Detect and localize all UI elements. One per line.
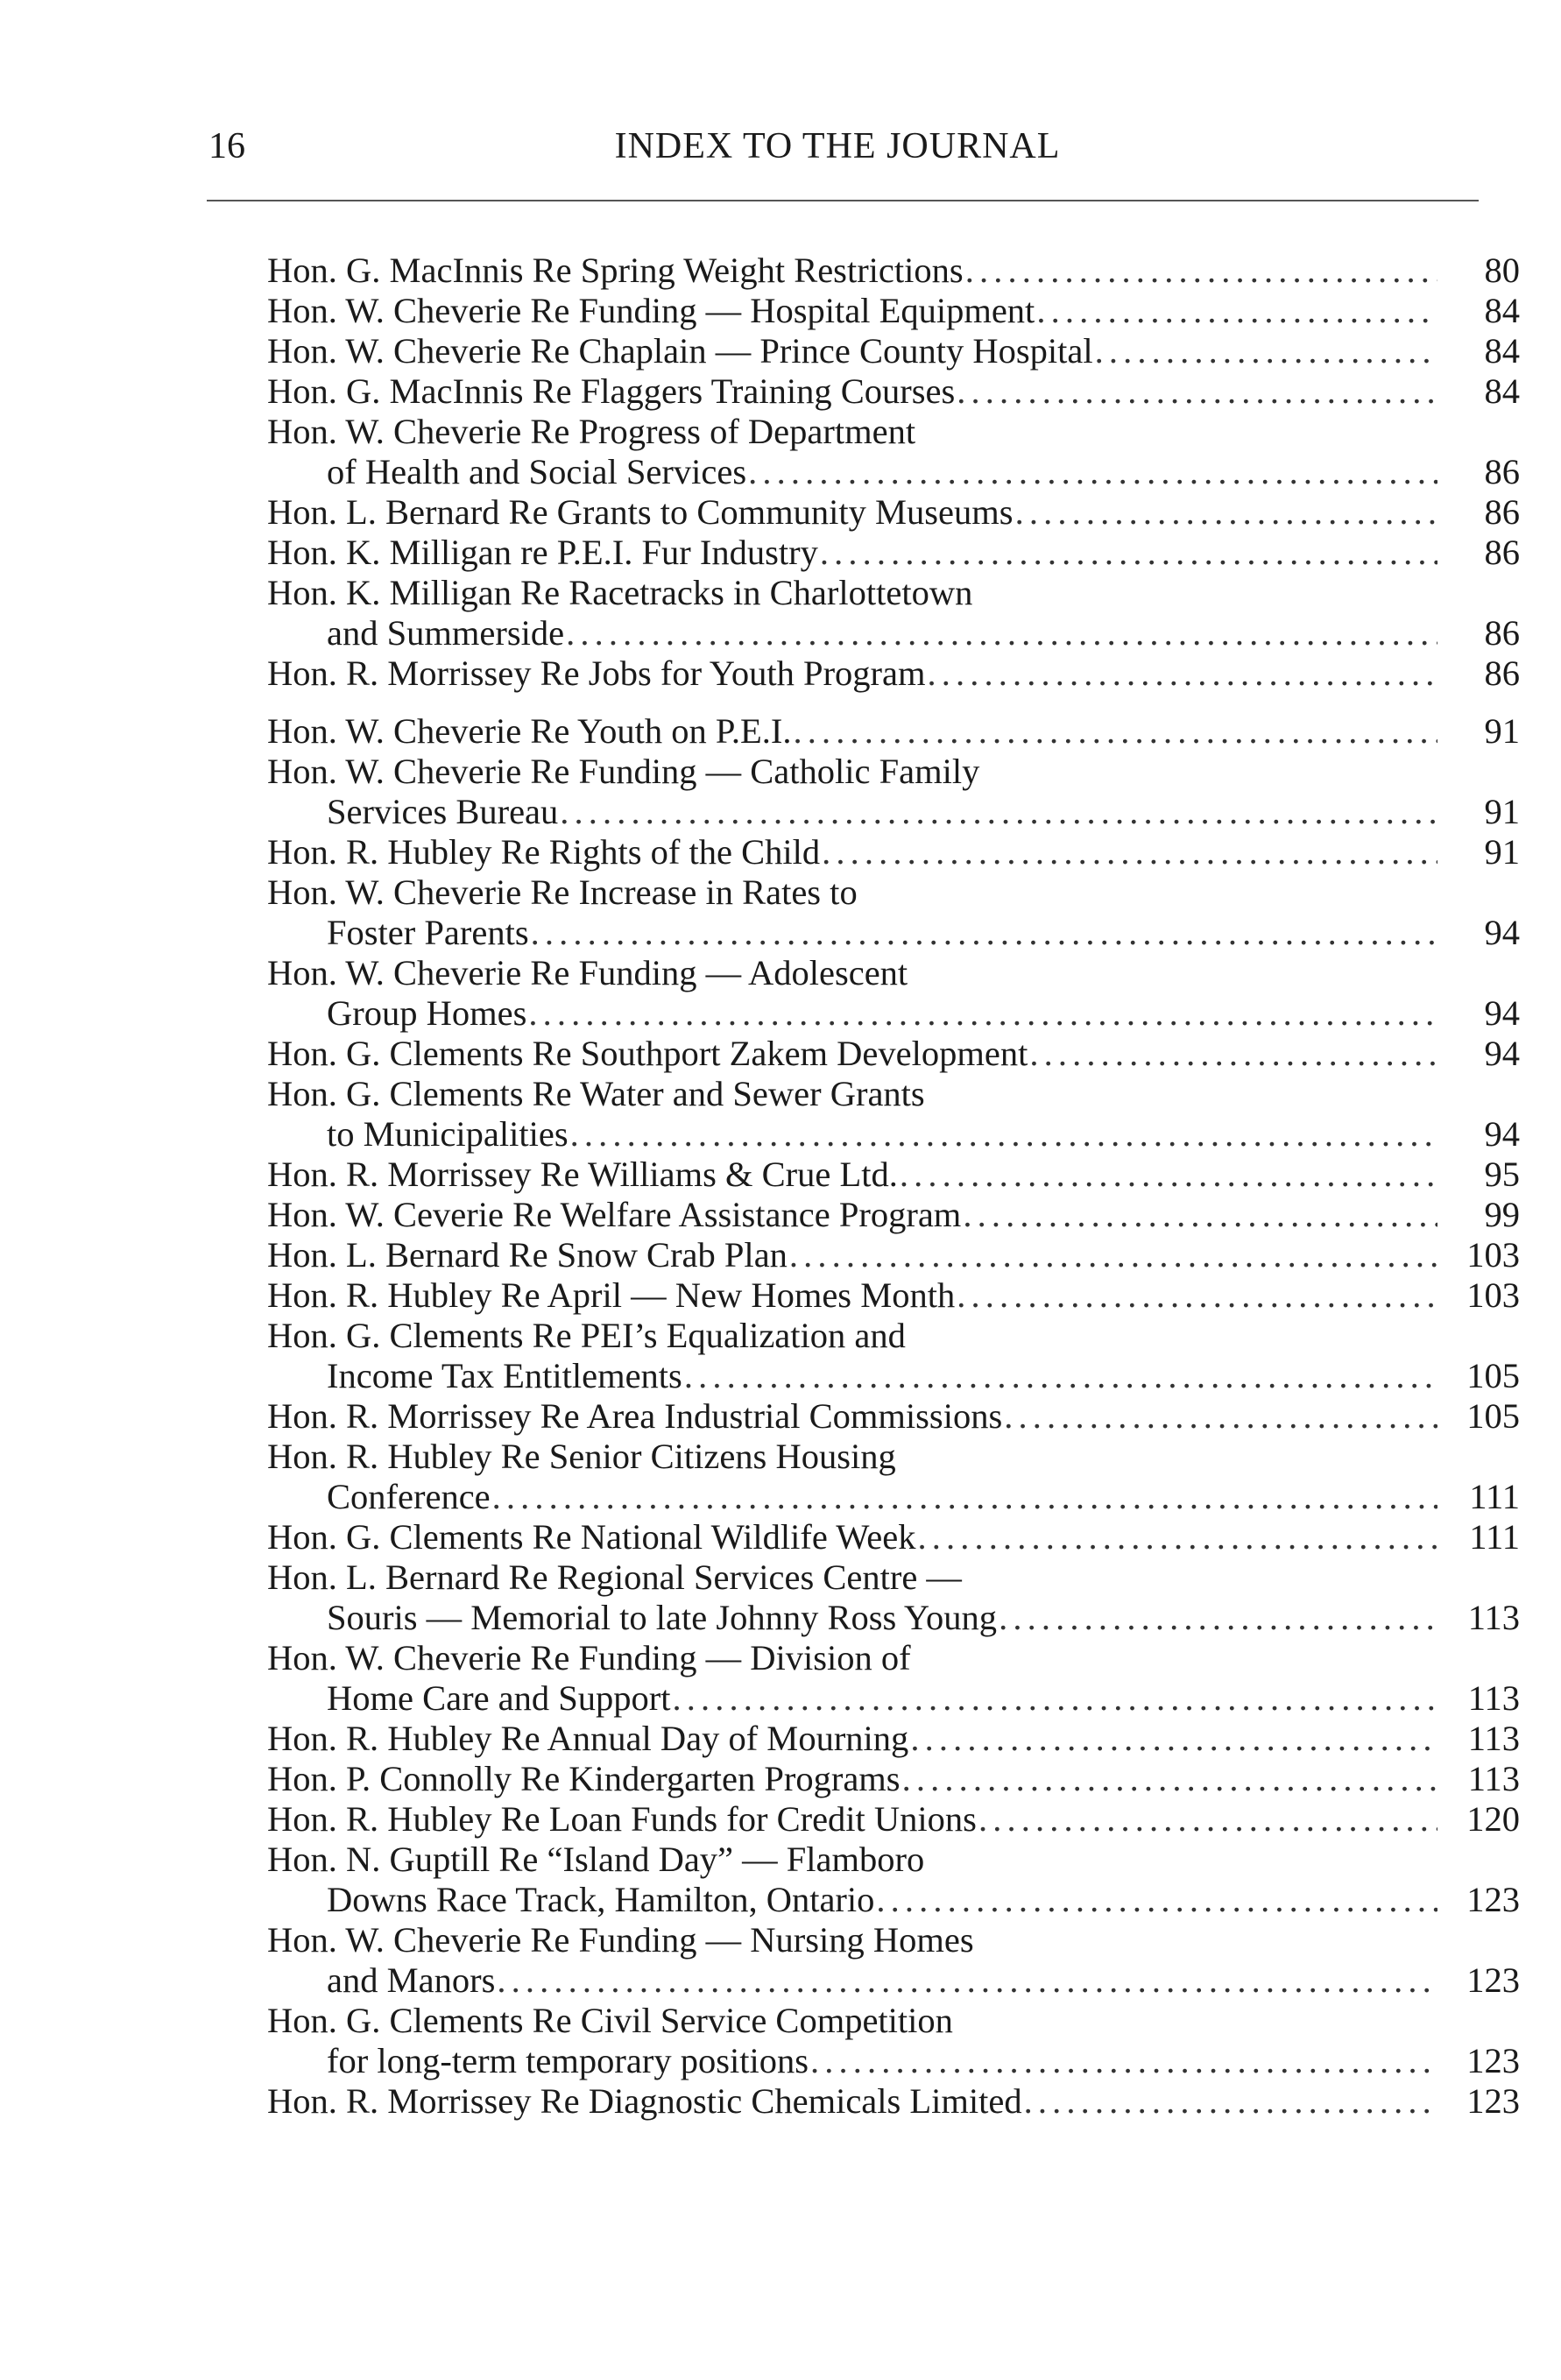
entry-continuation-line: [267, 1960, 1520, 2001]
page-reference: 111: [1469, 1477, 1520, 1516]
entry-text: Hon. W. Cheverie Re Funding — Adolescent: [267, 953, 908, 992]
page-reference: 103: [1466, 1235, 1520, 1275]
page-number: 16: [208, 126, 245, 166]
entry-text: Services Bureau: [327, 792, 559, 831]
page-reference: 95: [1484, 1155, 1520, 1194]
entry-line: [267, 533, 1520, 573]
entry-text: Hon. W. Cheverie Re Funding — Division of: [267, 1638, 911, 1677]
entry-text: Hon. R. Hubley Re Rights of the Child: [267, 832, 821, 872]
entry-text: Hon. G. Clements Re Water and Sewer Grants: [267, 1074, 925, 1113]
index-entry: [267, 1275, 1520, 1316]
entry-line: [267, 1759, 1520, 1799]
entry-text: Hon. K. Milligan Re Racetracks in Charlottetown: [267, 573, 973, 612]
entry-text: Hon. P. Connolly Re Kindergarten Programs: [267, 1759, 901, 1798]
dot-leader: [566, 613, 1437, 653]
entry-text: Group Homes: [327, 993, 527, 1033]
entry-continuation-line: [267, 1114, 1520, 1155]
entry-text: Foster Parents: [327, 913, 529, 952]
entry-text: Income Tax Entitlements: [327, 1356, 682, 1395]
dot-leader: [1029, 1034, 1437, 1074]
page-reference: 94: [1484, 993, 1520, 1033]
page-reference: 113: [1467, 1759, 1520, 1798]
page-reference: 94: [1484, 1114, 1520, 1154]
page-reference: 91: [1484, 832, 1520, 872]
entry-text: and Manors: [327, 1960, 496, 2000]
entry-text: Hon. L. Bernard Re Grants to Community Museums: [267, 492, 1014, 532]
entry-text: Home Care and Support: [327, 1678, 671, 1718]
dot-leader: [999, 1598, 1437, 1638]
dot-leader: [1095, 331, 1437, 371]
index-entry: [267, 412, 1520, 492]
entry-text: Hon. W. Cheverie Re Youth on P.E.I.: [267, 711, 792, 751]
entry-text: Souris — Memorial to late Johnny Ross Young: [327, 1598, 998, 1637]
dot-leader: [531, 913, 1437, 953]
page-reference: 84: [1484, 371, 1520, 411]
index-entry: [267, 1235, 1520, 1275]
dot-leader: [684, 1356, 1437, 1396]
dot-leader: [1004, 1396, 1437, 1437]
dot-leader: [497, 1960, 1437, 2001]
index-entry: [267, 872, 1520, 953]
entry-continuation-line: [267, 993, 1520, 1034]
entry-text: Hon. L. Bernard Re Snow Crab Plan: [267, 1235, 788, 1275]
entry-line: [267, 1517, 1520, 1557]
entry-continuation-line: [267, 1477, 1520, 1517]
index-entry: [267, 331, 1520, 371]
entry-line: [267, 1557, 1520, 1598]
page-reference: 86: [1484, 613, 1520, 653]
entry-continuation-line: [267, 452, 1520, 492]
entry-line: [267, 2081, 1520, 2122]
entry-line: [267, 1155, 1520, 1195]
index-entry: [267, 371, 1520, 412]
entry-text: Hon. G. Clements Re PEI’s Equalization and: [267, 1316, 906, 1355]
entry-text: of Health and Social Services: [327, 452, 747, 491]
entry-line: [267, 1799, 1520, 1840]
index-entry: [267, 291, 1520, 331]
entry-text: Hon. G. Clements Re Southport Zakem Development: [267, 1034, 1028, 1073]
index-entry: [267, 711, 1520, 752]
dot-leader: [1024, 2081, 1437, 2122]
entry-continuation-line: [267, 1356, 1520, 1396]
entry-line: [267, 371, 1520, 412]
entry-continuation-line: [267, 1678, 1520, 1719]
index-entry: [267, 1155, 1520, 1195]
dot-leader: [902, 1759, 1437, 1799]
page-reference: 91: [1484, 792, 1520, 831]
page-reference: 94: [1484, 1034, 1520, 1073]
page-reference: 123: [1466, 1880, 1520, 1919]
entry-line: [267, 711, 1520, 752]
page-reference: 123: [1466, 1960, 1520, 2000]
running-head: INDEX TO THE JOURNAL: [614, 126, 1061, 166]
entry-text: for long-term temporary positions: [327, 2041, 809, 2080]
entry-continuation-line: [267, 1880, 1520, 1920]
index-entry: [267, 1396, 1520, 1437]
index-entry: [267, 1920, 1520, 2001]
index-entry: [267, 752, 1520, 832]
entry-line: [267, 953, 1520, 993]
page-reference: 111: [1469, 1517, 1520, 1557]
dot-leader: [963, 1195, 1437, 1235]
entry-text: Hon. G. MacInnis Re Spring Weight Restrictions: [267, 251, 964, 290]
index-entry: [267, 1517, 1520, 1557]
dot-leader: [560, 792, 1437, 832]
entry-line: [267, 653, 1520, 694]
entry-text: Hon. W. Cheverie Re Funding — Catholic Family: [267, 752, 980, 791]
dot-leader: [900, 1155, 1437, 1195]
entry-line: [267, 412, 1520, 452]
entry-text: Hon. R. Morrissey Re Diagnostic Chemicals Limited: [267, 2081, 1022, 2121]
entry-line: [267, 251, 1520, 291]
page-reference: 123: [1466, 2041, 1520, 2080]
entry-text: Hon. G. Clements Re Civil Service Competition: [267, 2001, 953, 2040]
index-entry: [267, 1557, 1520, 1638]
page-reference: 113: [1467, 1719, 1520, 1758]
page-reference: 91: [1484, 711, 1520, 751]
page-reference: 113: [1467, 1598, 1520, 1637]
entry-line: [267, 1074, 1520, 1114]
index-entry: [267, 1316, 1520, 1396]
dot-leader: [1015, 492, 1437, 533]
entry-line: [267, 1920, 1520, 1960]
dot-leader: [748, 452, 1437, 492]
entry-continuation-line: [267, 2041, 1520, 2081]
entry-text: Hon. W. Cheverie Re Increase in Rates to: [267, 872, 858, 912]
entry-line: [267, 2001, 1520, 2041]
index-entry: [267, 573, 1520, 653]
entry-continuation-line: [267, 913, 1520, 953]
entry-line: [267, 331, 1520, 371]
page-reference: 113: [1467, 1678, 1520, 1718]
dot-leader: [928, 653, 1437, 694]
dot-leader: [794, 711, 1437, 752]
page-reference: 86: [1484, 653, 1520, 693]
dot-leader: [1036, 291, 1437, 331]
entry-text: Hon. L. Bernard Re Regional Services Centre —: [267, 1557, 962, 1597]
dot-leader: [822, 832, 1437, 872]
entry-text: Hon. R. Hubley Re Annual Day of Mourning: [267, 1719, 909, 1758]
entry-text: Hon. W. Cheverie Re Funding — Nursing Homes: [267, 1920, 974, 1960]
entry-text: Hon. R. Hubley Re Loan Funds for Credit Unions: [267, 1799, 977, 1839]
index-entry: [267, 1437, 1520, 1517]
entry-text: Hon. W. Ceverie Re Welfare Assistance Program: [267, 1195, 962, 1234]
page-reference: 84: [1484, 331, 1520, 371]
index-entry: [267, 533, 1520, 573]
page-reference: 86: [1484, 452, 1520, 491]
dot-leader: [810, 2041, 1437, 2081]
entry-line: [267, 752, 1520, 792]
index-entry: [267, 1840, 1520, 1920]
index-entry: [267, 953, 1520, 1034]
entry-line: [267, 1719, 1520, 1759]
entry-continuation-line: [267, 1598, 1520, 1638]
entry-continuation-line: [267, 792, 1520, 832]
dot-leader: [820, 533, 1437, 573]
page-reference: 94: [1484, 913, 1520, 952]
entry-line: [267, 1316, 1520, 1356]
dot-leader: [789, 1235, 1437, 1275]
entry-line: [267, 1396, 1520, 1437]
index-entry: [267, 1759, 1520, 1799]
index-entry: [267, 1638, 1520, 1719]
index-entry: [267, 251, 1520, 291]
entry-line: [267, 1840, 1520, 1880]
index-entry: [267, 1074, 1520, 1155]
dot-leader: [528, 993, 1437, 1034]
page-reference: 105: [1466, 1396, 1520, 1436]
entry-text: and Summerside: [327, 613, 565, 653]
page-reference: 86: [1484, 533, 1520, 572]
dot-leader: [570, 1114, 1437, 1155]
index-list: [267, 251, 1520, 2122]
index-entry: [267, 1719, 1520, 1759]
entry-line: [267, 832, 1520, 872]
entry-line: [267, 1235, 1520, 1275]
entry-text: Hon. G. MacInnis Re Flaggers Training Courses: [267, 371, 956, 411]
entry-line: [267, 1437, 1520, 1477]
index-entry: [267, 2001, 1520, 2081]
page-reference: 103: [1466, 1275, 1520, 1315]
entry-continuation-line: [267, 613, 1520, 653]
page-reference: 123: [1466, 2081, 1520, 2121]
index-entry: [267, 2081, 1520, 2122]
dot-leader: [957, 371, 1437, 412]
index-entry: [267, 832, 1520, 872]
entry-line: [267, 872, 1520, 913]
entry-line: [267, 492, 1520, 533]
entry-text: Hon. W. Cheverie Re Chaplain — Prince County Hospital: [267, 331, 1093, 371]
page-reference: 80: [1484, 251, 1520, 290]
entry-text: Conference: [327, 1477, 491, 1516]
entry-text: Hon. R. Morrissey Re Williams & Crue Ltd.: [267, 1155, 898, 1194]
entry-text: Downs Race Track, Hamilton, Ontario: [327, 1880, 875, 1919]
page-reference: 120: [1466, 1799, 1520, 1839]
entry-line: [267, 573, 1520, 613]
index-entry: [267, 1195, 1520, 1235]
entry-text: Hon. R. Morrissey Re Jobs for Youth Program: [267, 653, 926, 693]
header-rule: [207, 200, 1479, 201]
dot-leader: [673, 1678, 1437, 1719]
page-reference: 105: [1466, 1356, 1520, 1395]
entry-line: [267, 1034, 1520, 1074]
index-entry: [267, 492, 1520, 533]
entry-line: [267, 1275, 1520, 1316]
dot-leader: [978, 1799, 1437, 1840]
dot-leader: [910, 1719, 1437, 1759]
entry-line: [267, 291, 1520, 331]
dot-leader: [492, 1477, 1437, 1517]
page-reference: 84: [1484, 291, 1520, 330]
entry-text: Hon. R. Morrissey Re Area Industrial Commissions: [267, 1396, 1003, 1436]
dot-leader: [917, 1517, 1437, 1557]
entry-line: [267, 1638, 1520, 1678]
entry-text: Hon. N. Guptill Re “Island Day” — Flamboro: [267, 1840, 925, 1879]
entry-text: Hon. R. Hubley Re Senior Citizens Housing: [267, 1437, 896, 1476]
index-entry: [267, 653, 1520, 694]
entry-text: Hon. R. Hubley Re April — New Homes Month: [267, 1275, 956, 1315]
index-entry: [267, 1799, 1520, 1840]
dot-leader: [876, 1880, 1437, 1920]
entry-text: Hon. W. Cheverie Re Funding — Hospital Equipment: [267, 291, 1035, 330]
entry-text: to Municipalities: [327, 1114, 569, 1154]
page-reference: 86: [1484, 492, 1520, 532]
dot-leader: [965, 251, 1437, 291]
page-reference: 99: [1484, 1195, 1520, 1234]
entry-text: Hon. G. Clements Re National Wildlife Week: [267, 1517, 916, 1557]
index-entry: [267, 1034, 1520, 1074]
dot-leader: [957, 1275, 1437, 1316]
entry-text: Hon. W. Cheverie Re Progress of Department: [267, 412, 916, 451]
entry-text: Hon. K. Milligan re P.E.I. Fur Industry: [267, 533, 818, 572]
entry-line: [267, 1195, 1520, 1235]
